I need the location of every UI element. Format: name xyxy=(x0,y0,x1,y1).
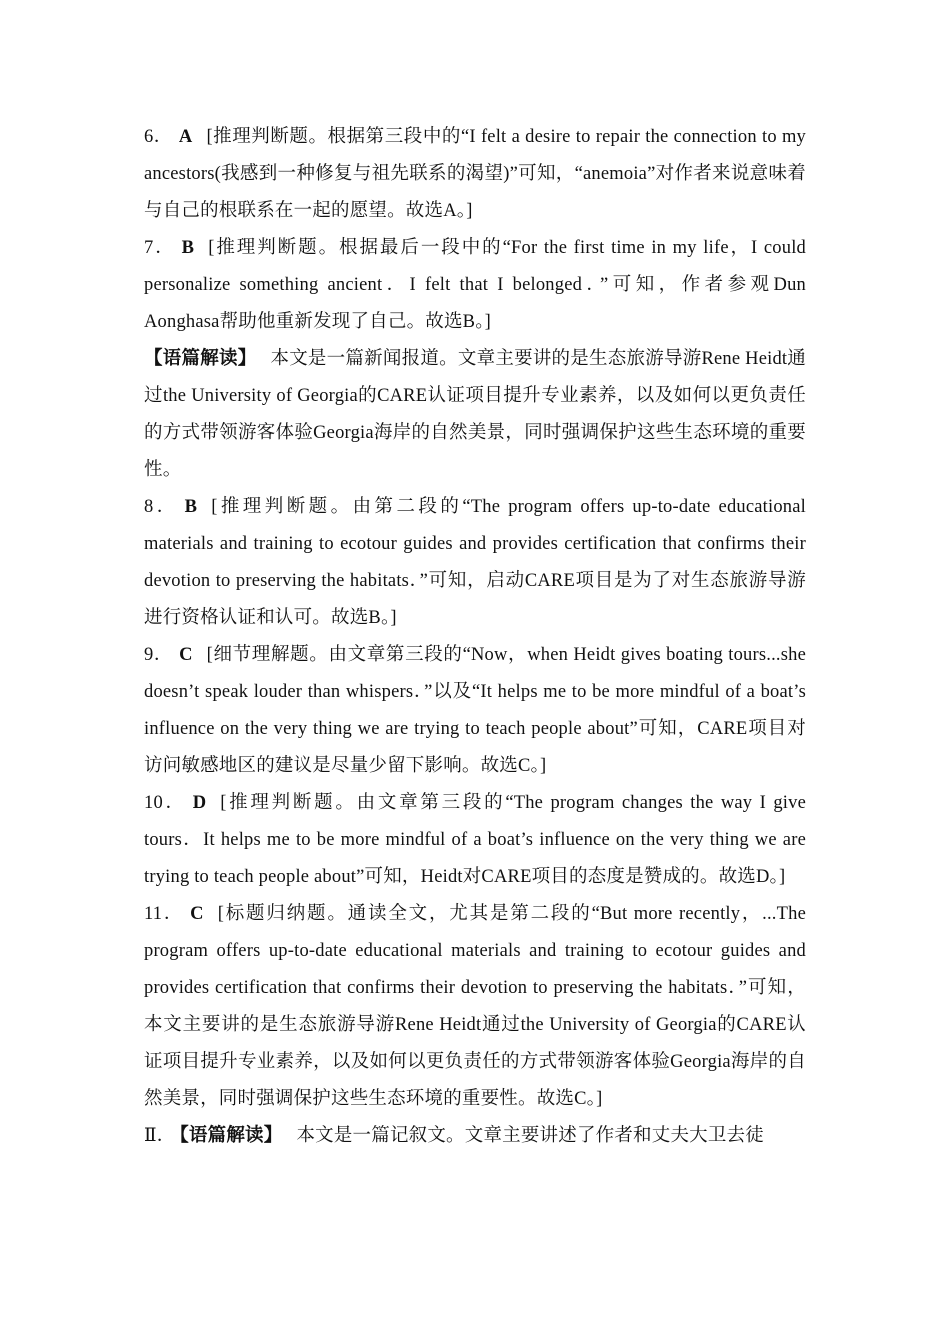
answer-item-6 xyxy=(144,119,806,230)
answer-letter: B xyxy=(184,497,198,517)
question-number: 11． xyxy=(144,904,185,924)
answer-item-11 xyxy=(144,896,806,1118)
question-number: 8． xyxy=(144,497,179,517)
question-number: 7． xyxy=(144,238,176,258)
answer-key-content xyxy=(144,119,806,1155)
answer-letter: A xyxy=(178,127,193,147)
passage-note xyxy=(144,341,806,489)
answer-letter: C xyxy=(190,904,204,924)
answer-explanation: [推理判断题。根据第三段中的“I felt a desire to repair the connection to my ancestors(我感到一种修复与祖先联系的渴望)”可知，“anemoia”对作者来说意味着与自己的根联系在一起的愿望。故选A。] xyxy=(144,127,807,221)
question-number: 6． xyxy=(144,127,173,147)
passage-note-text: 本文是一篇记叙文。文章主要讲述了作者和丈夫大卫去徒 xyxy=(296,1126,764,1146)
answer-item-7 xyxy=(144,230,806,341)
section-number: Ⅱ． xyxy=(144,1126,176,1146)
question-number: 10． xyxy=(144,793,187,813)
answer-letter: D xyxy=(192,793,207,813)
passage-note-label: 【语篇解读】 xyxy=(144,349,257,369)
answer-item-10 xyxy=(144,785,806,896)
answer-item-8 xyxy=(144,489,806,637)
answer-letter: B xyxy=(181,238,195,258)
answer-explanation: [推理判断题。根据最后一段中的“For the first time in my life，I could personalize something ancient．I felt that I belonged．”可知，作者参观Dun Aonghasa帮助他重新发现了自己。故选B。] xyxy=(144,238,806,332)
question-number: 9． xyxy=(144,645,174,665)
passage-note-text: 本文是一篇新闻报道。文章主要讲的是生态旅游导游Rene Heidt通过the University of Georgia的CARE认证项目提升专业素养，以及如何以更负责任的方式带领游客体验Georgia海岸的自然美景，同时强调保护这些生态环境的重要性。 xyxy=(144,349,807,480)
passage-note-label: 【语篇解读】 xyxy=(179,1126,283,1146)
answer-explanation: [推理判断题。由第二段的“The program offers up-to-date educational materials and training to ecotour guides and provides certification that confirms their devotion to preserving the habitats．”可知，启动CARE项目是为了对生态旅游导游进行资格认证和认可。故选B。] xyxy=(144,497,807,628)
answer-explanation: [细节理解题。由文章第三段的“Now，when Heidt gives boating tours...she doesn’t speak louder than whispers．”以及“It helps me to be more mindful of a boat’s influence on the very thing we are trying to teach people about”可知，CARE项目对访问敏感地区的建议是尽量少留下影响。故选C。] xyxy=(144,645,806,776)
answer-explanation: [推理判断题。由文章第三段的“The program changes the way I give tours．It helps me to be more mindful of a boat’s influence on the very thing we are trying to teach people about”可知，Heidt对CARE项目的态度是赞成的。故选D。] xyxy=(144,793,806,887)
answer-item-9 xyxy=(144,637,806,785)
section-2-passage-note xyxy=(144,1118,806,1155)
answer-letter: C xyxy=(179,645,193,665)
answer-explanation: [标题归纳题。通读全文，尤其是第二段的“But more recently，...The program offers up-to-date educational materials and training to ecotour guides and provides certification that confirms their devotion to preserving the habitats．”可知，本文主要讲的是生态旅游导游Rene Heidt通过the University of Georgia的CARE认证项目提升专业素养，以及如何以更负责任的方式带领游客体验Georgia海岸的自然美景，同时强调保护这些生态环境的重要性。故选C。] xyxy=(144,904,806,1109)
